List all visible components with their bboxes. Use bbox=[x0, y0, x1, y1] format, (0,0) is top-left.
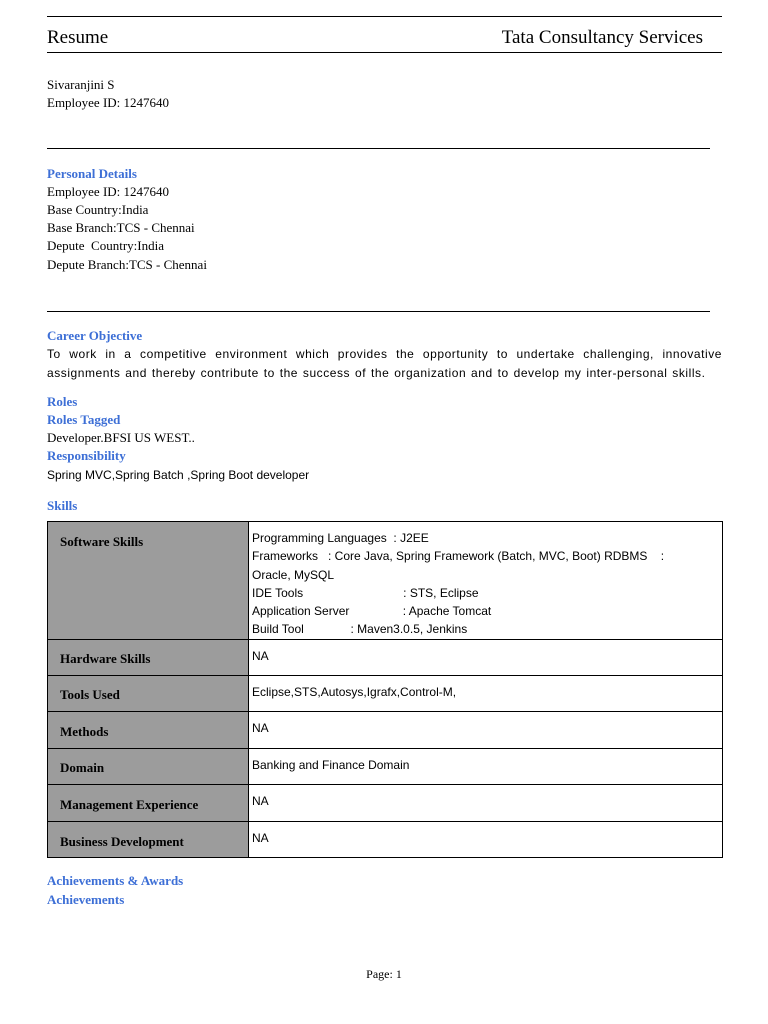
skill-category-value bbox=[249, 675, 723, 711]
table-row bbox=[48, 784, 723, 821]
table-row bbox=[48, 748, 723, 784]
software-skill-line: Programming Languages : J2EE bbox=[252, 531, 429, 545]
software-skill-line: Frameworks : Core Java, Spring Framework (Batch, MVC, Boot) RDBMS : bbox=[252, 549, 665, 564]
skill-category-value bbox=[249, 748, 723, 784]
roles-tagged-heading: Roles Tagged bbox=[47, 412, 121, 427]
skill-category-value bbox=[249, 784, 723, 821]
skill-value-text: NA bbox=[252, 648, 269, 663]
personal-detail-line: Depute Branch:TCS - Chennai bbox=[47, 257, 207, 272]
section-divider bbox=[47, 311, 710, 312]
skill-category-label: Business Development bbox=[48, 821, 249, 857]
skill-category-label: Hardware Skills bbox=[48, 639, 249, 675]
skills-heading: Skills bbox=[47, 498, 78, 513]
candidate-name: Sivaranjini S bbox=[47, 77, 115, 92]
roles-heading: Roles bbox=[47, 394, 78, 409]
table-row bbox=[48, 711, 723, 748]
skill-category-label: Software Skills bbox=[48, 522, 249, 640]
section-divider bbox=[47, 148, 710, 149]
skill-value-text: NA bbox=[252, 793, 269, 808]
skill-value-text: Eclipse,STS,Autosys,Igrafx,Control-M, bbox=[252, 684, 457, 699]
skill-category-label: Domain bbox=[48, 748, 249, 784]
table-row bbox=[48, 675, 723, 711]
table-row bbox=[48, 821, 723, 857]
header-bottom-rule bbox=[47, 52, 722, 53]
responsibility-heading: Responsibility bbox=[47, 448, 126, 463]
career-objective-text: To work in a competitive environment which provides the opportunity to undertake challenging, innovative assignments and thereby contribute to the success of the organization and to develop my inter-personal skills. bbox=[47, 347, 722, 380]
skill-category-value bbox=[249, 711, 723, 748]
skill-category-value bbox=[249, 522, 723, 640]
roles-tagged-value: Developer.BFSI US WEST.. bbox=[47, 430, 195, 445]
achievements-heading: Achievements bbox=[47, 892, 125, 907]
career-objective-heading: Career Objective bbox=[47, 328, 143, 343]
software-skill-line: IDE Tools : STS, Eclipse bbox=[252, 585, 479, 600]
skill-value-text: Banking and Finance Domain bbox=[252, 757, 410, 772]
skill-value-text: NA bbox=[252, 720, 269, 735]
page-number: Page: 1 bbox=[366, 967, 402, 981]
skill-category-label: Management Experience bbox=[48, 784, 249, 821]
software-skill-line: Build Tool : Maven3.0.5, Jenkins bbox=[252, 622, 468, 637]
intro-employee-id: Employee ID: 1247640 bbox=[47, 95, 170, 110]
table-row bbox=[48, 522, 723, 640]
software-skill-line: Application Server : Apache Tomcat bbox=[252, 604, 492, 619]
table-row bbox=[48, 639, 723, 675]
personal-detail-line: Base Country:India bbox=[47, 202, 149, 217]
achievements-awards-heading: Achievements & Awards bbox=[47, 873, 184, 888]
skill-value-text: NA bbox=[252, 830, 269, 845]
header-top-rule bbox=[47, 16, 722, 17]
header-resume-title: Resume bbox=[47, 27, 109, 48]
skill-category-value bbox=[249, 639, 723, 675]
header-company-name: Tata Consultancy Services bbox=[501, 27, 703, 48]
personal-detail-line: Depute Country:India bbox=[47, 238, 164, 253]
skill-category-value bbox=[249, 821, 723, 857]
skill-category-label: Tools Used bbox=[48, 675, 249, 711]
personal-details-heading: Personal Details bbox=[47, 166, 137, 181]
responsibility-value: Spring MVC,Spring Batch ,Spring Boot developer bbox=[47, 468, 310, 482]
personal-detail-line: Base Branch:TCS - Chennai bbox=[47, 220, 195, 235]
personal-detail-line: Employee ID: 1247640 bbox=[47, 184, 170, 199]
software-skill-line: Oracle, MySQL bbox=[252, 567, 335, 582]
skill-category-label: Methods bbox=[48, 711, 249, 748]
skills-table bbox=[47, 521, 723, 858]
